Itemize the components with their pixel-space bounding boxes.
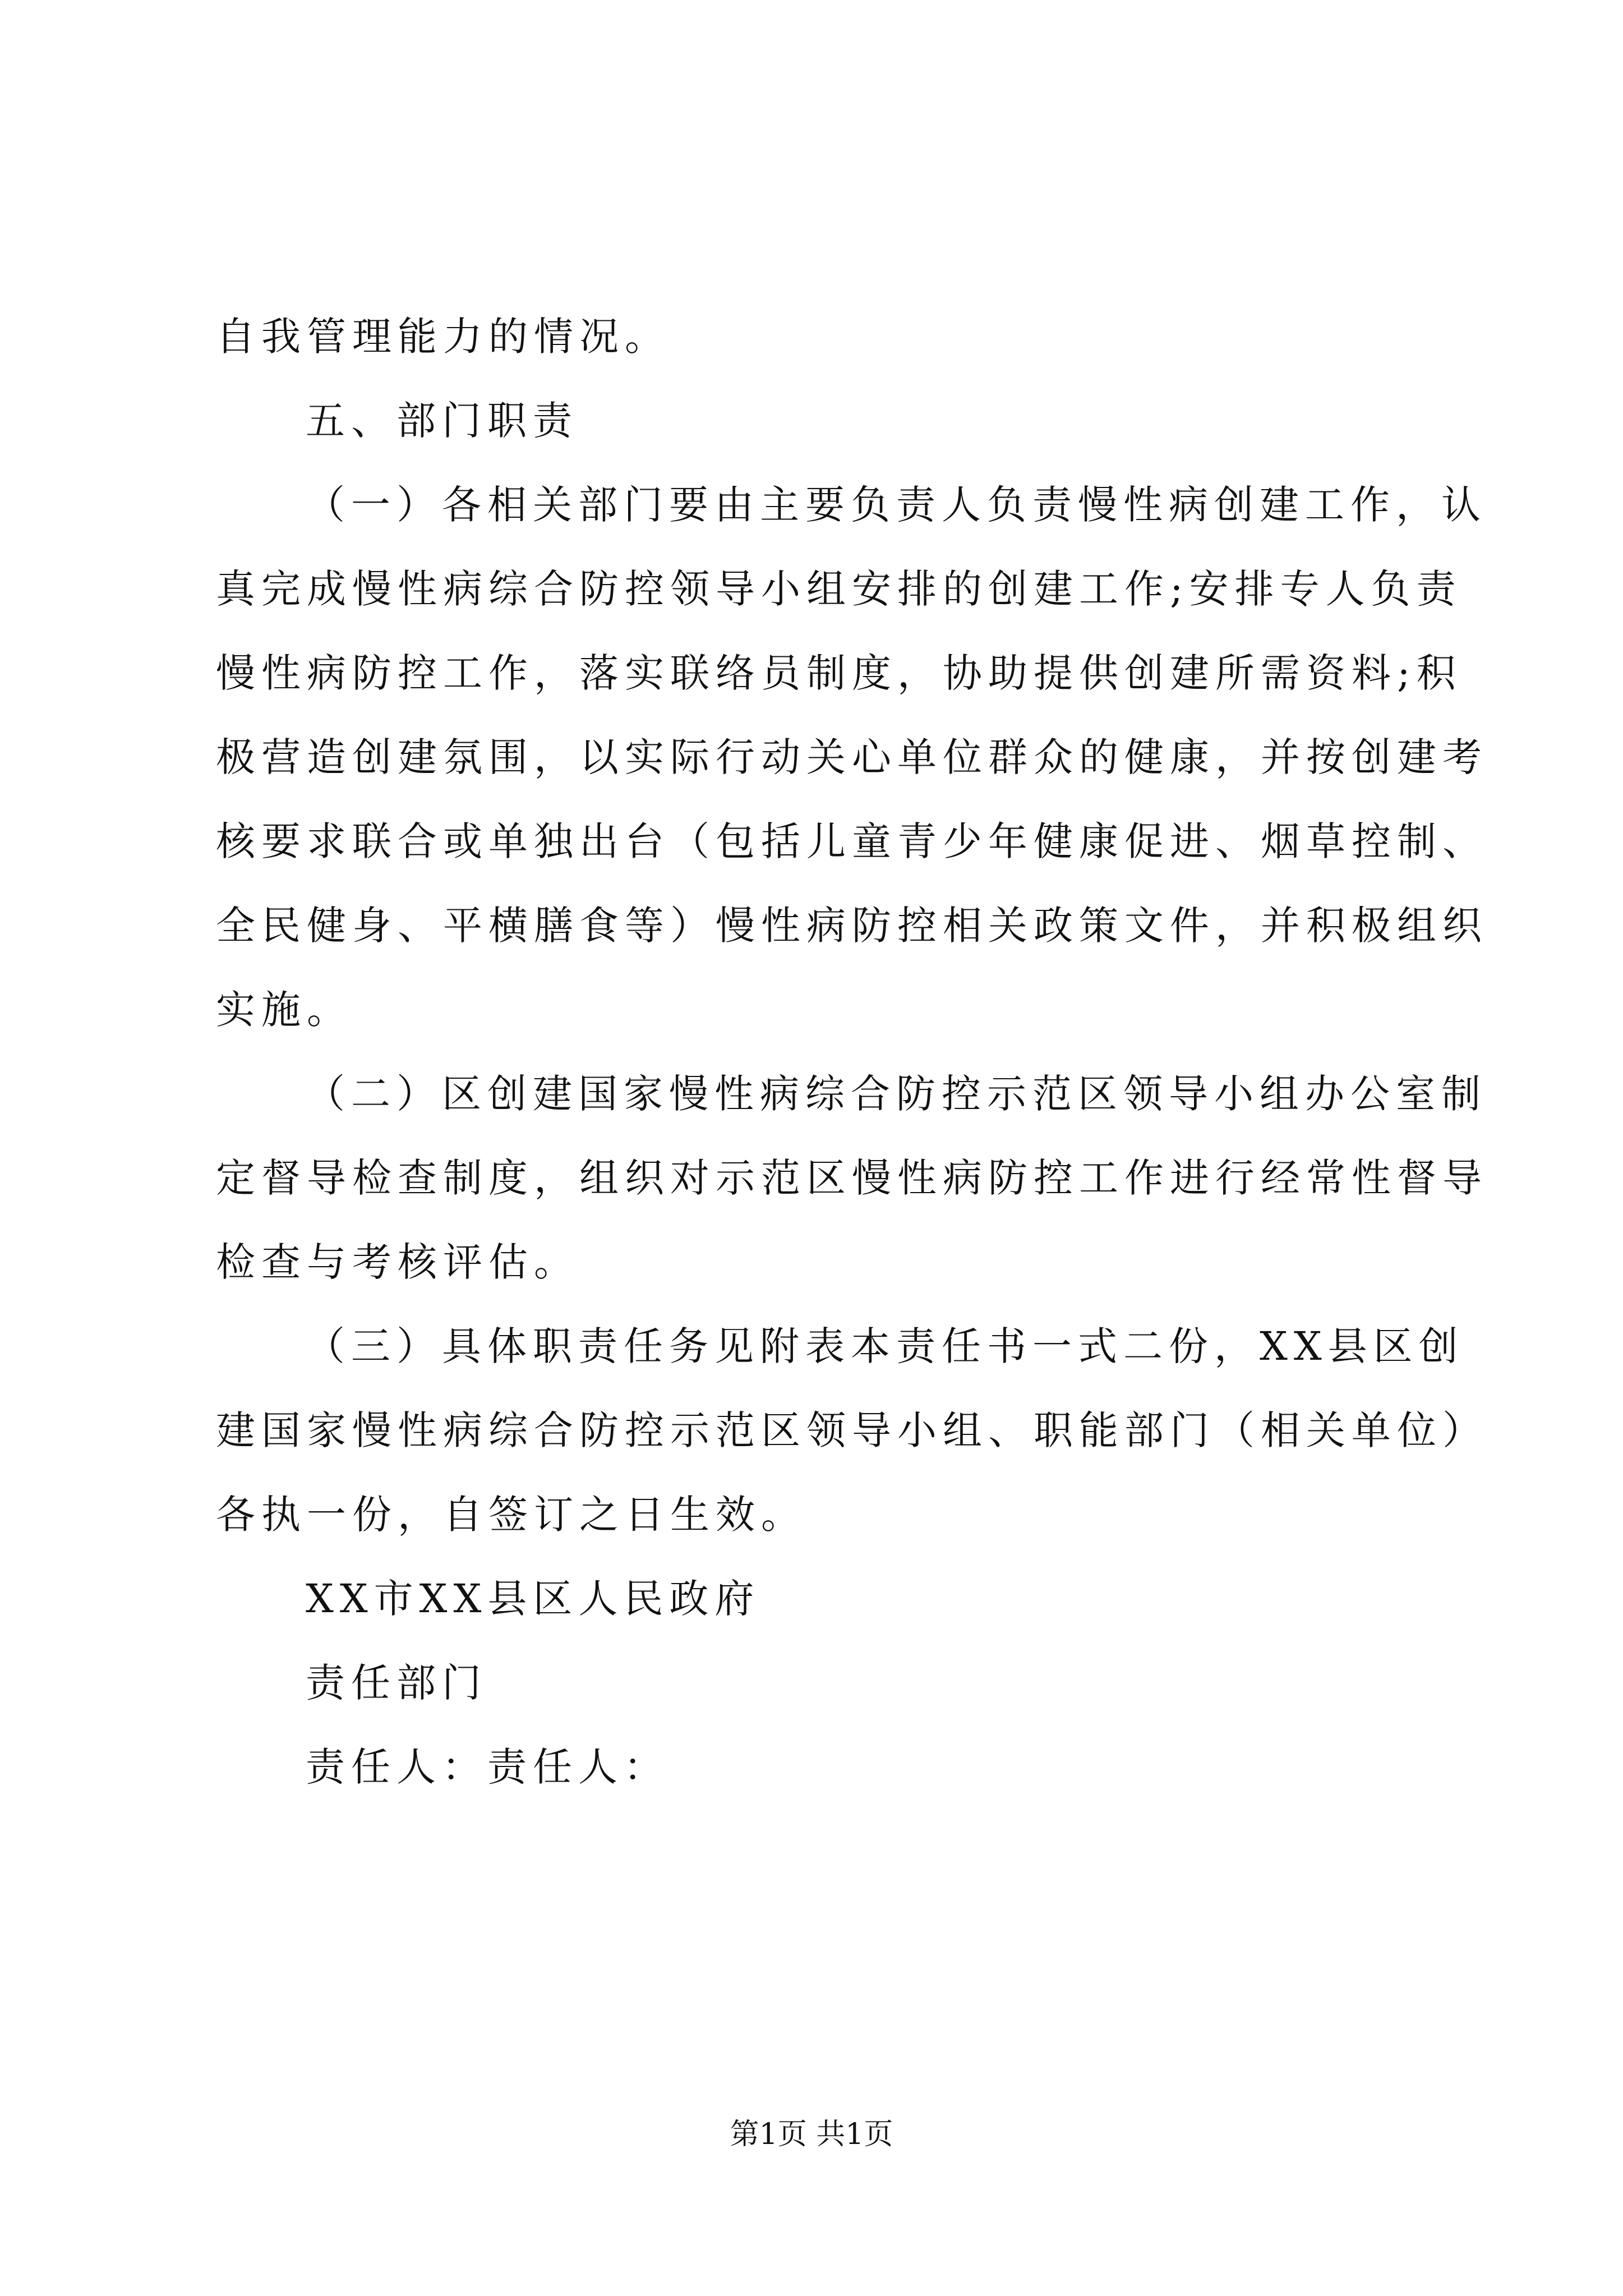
- paragraph-line: 全民健身、平横膳食等）慢性病防控相关政策文件，并积极组织: [216, 903, 1488, 949]
- paragraph-line: 实施。: [216, 987, 352, 1033]
- paragraph-line: 自我管理能力的情况。: [216, 314, 670, 360]
- paragraph-line: 各执一份，自签订之日生效。: [216, 1492, 806, 1538]
- paragraph-line: （一）各相关部门要由主要负责人负责慢性病创建工作，认: [306, 482, 1487, 528]
- paragraph-line: 极营造创建氛围，以实际行动关心单位群众的健康，并按创建考: [216, 734, 1488, 780]
- paragraph-line: 慢性病防控工作，落实联络员制度，协助提供创建所需资料;积: [216, 650, 1462, 696]
- paragraph-line: 核要求联合或单独出台（包括儿童青少年健康促进、烟草控制、: [216, 818, 1488, 864]
- signature-department: 责任部门: [306, 1660, 487, 1706]
- paragraph-line: （二）区创建国家慢性病综合防控示范区领导小组办公室制: [306, 1071, 1487, 1117]
- paragraph-line: 真完成慢性病综合防控领导小组安排的创建工作;安排专人负责: [216, 566, 1462, 612]
- paragraph-line: 建国家慢性病综合防控示范区领导小组、职能部门（相关单位）: [216, 1407, 1488, 1453]
- paragraph-line: （三）具体职责任务见附表本责任书一式二份，XX县区创: [306, 1323, 1464, 1369]
- signature-government: XX市XX县区人民政府: [306, 1576, 760, 1622]
- paragraph-line: 检查与考核评估。: [216, 1239, 579, 1285]
- section-heading: 五、部门职责: [306, 398, 578, 444]
- paragraph-line: 定督导检查制度，组织对示范区慢性病防控工作进行经常性督导: [216, 1155, 1488, 1201]
- signature-responsible-persons: 责任人：责任人：: [306, 1744, 669, 1790]
- page-footer: 第1页 共1页: [730, 2118, 893, 2151]
